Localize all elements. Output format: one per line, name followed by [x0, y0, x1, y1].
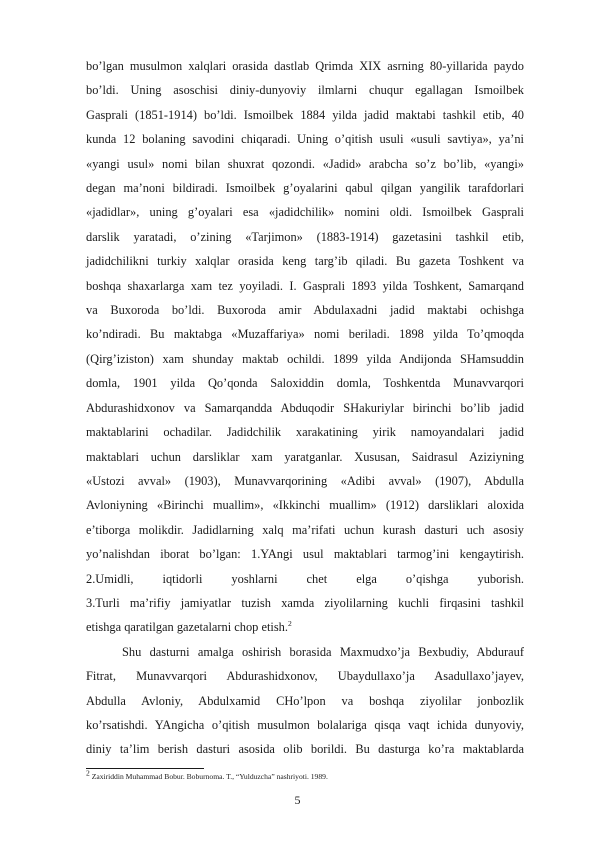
text-line: Abdulla Avloniy, Abdulxamid CHo’lpon va boshqa ziyolilar jonbozlik — [86, 693, 524, 708]
footnote-divider — [86, 768, 204, 769]
footnote-ref[interactable]: 2 — [287, 619, 292, 629]
text-line: va Buxoroda bo’ldi. Buxoroda amir Abdulaxadni jadid maktabi ochishga — [86, 303, 524, 318]
text-line: yo’nalishdan iborat bo’lgan: 1.YAngi usul maktablari tarmog’ini kengaytirish. — [86, 547, 524, 562]
text-line: bo’lgan musulmon xalqlari orasida dastlab Qrimda XIX asrning 80-yillarida paydo — [86, 59, 524, 73]
text-line: bo’ldi. Uning asoschisi diniy-dunyoviy ilmlarni chuqur egallagan Ismoilbek — [86, 83, 524, 98]
paragraph-1 — [86, 54, 524, 640]
footnote-text: Zaxiriddin Muhammad Bobur. Boburnoma. T., “Yulduzcha” nashriyoti. 1989. — [91, 772, 328, 781]
text-line: Abdurashidxonov va Samarqandda Abduqodir SHakuriylar birinchi bo’lib jadid — [86, 400, 524, 415]
text-line: 3.Turli ma’rifiy jamiyatlar tuzish xamda ziyolilarning kuchli firqasini tashkil — [86, 595, 524, 610]
text-line: Avloniyning «Birinchi muallim», «Ikkinchi muallim» (1912) darsliklari aloxida — [86, 498, 524, 513]
text-line — [86, 615, 524, 639]
text-line: maktablari uchun darsliklar xam yaratganlar. Xususan, Saidrasul Aziziyning — [86, 449, 524, 464]
footnote — [86, 768, 524, 782]
text-line: «jadidlar», uning g’oyalari esa «jadidchilik» nomini oldi. Ismoilbek Gasprali — [86, 205, 524, 220]
text-line: 2.Umidli, iqtidorli yoshlarni chet elga o’qishga yuborish. — [86, 571, 524, 586]
text-line: maktablarini ochadilar. Jadidchilik xarakatining yirik namoyandalari jadid — [86, 425, 524, 440]
text-line: jadidchilikni turkiy xalqlar orasida keng targ’ib qiladi. Bu gazeta Toshkent va — [86, 254, 524, 269]
text-line: Fitrat, Munavvarqori Abdurashidxonov, Ubaydullaxo’ja Asadullaxo’jayev, — [86, 669, 524, 684]
text-line: domla, 1901 yilda Qo’qonda Saloxiddin domla, Toshkentda Munavvarqori — [86, 376, 524, 391]
text-line: diniy ta’lim berish dasturi asosida olib borildi. Bu dasturga ko’ra maktablarda — [86, 742, 524, 757]
text-line: «yangi usul» nomi bilan shuxrat qozondi. «Jadid» arabcha so’z bo’lib, «yangi» — [86, 156, 524, 171]
text-line: ko’ndiradi. Bu maktabga «Muzaffariya» nomi beriladi. 1898 yilda To’qmoqda — [86, 327, 524, 342]
text-line-content: etishga qaratilgan gazetalarni chop etish. — [86, 620, 288, 635]
text-line: «Ustozi avval» (1903), Munavvarqorining «Adibi avval» (1907), Abdulla — [86, 473, 524, 488]
paragraph-2 — [86, 640, 524, 762]
text-line: (Qirg’iziston) xam shunday maktab ochildi. 1899 yilda Andijonda SHamsuddin — [86, 351, 524, 366]
body-text — [86, 54, 524, 762]
footnote-number: 2 — [86, 768, 90, 778]
text-line: ko’rsatishdi. YAngicha o’qitish musulmon bolalariga qisqa vaqt ichida dunyoviy, — [86, 717, 524, 732]
text-line: degan ma’noni bildiradi. Ismoilbek g’oyalarini qabul qilgan yangilik tarafdorlari — [86, 181, 524, 196]
text-line: boshqa shaxarlarga xam tez yoyiladi. I. Gasprali 1893 yilda Toshkent, Samarqand — [86, 278, 524, 293]
page-number: 5 — [294, 793, 301, 807]
text-line: Shu dasturni amalga oshirish borasida Maxmudxo’ja Bexbudiy, Abdurauf — [122, 644, 524, 659]
text-line: kunda 12 bolaning savodini chiqaradi. Uning o’qitish usuli «usuli savtiya», ya’ni — [86, 132, 524, 147]
text-line: darslik yaratadi, o’zining «Tarjimon» (1883-1914) gazetasini tashkil etib, — [86, 229, 524, 244]
text-line: e’tiborga molikdir. Jadidlarning xalq ma’rifati uchun kurash dasturi uch asosiy — [86, 522, 524, 537]
text-line: Gasprali (1851-1914) bo’ldi. Ismoilbek 1884 yilda jadid maktabi tashkil etib, 40 — [86, 107, 524, 122]
